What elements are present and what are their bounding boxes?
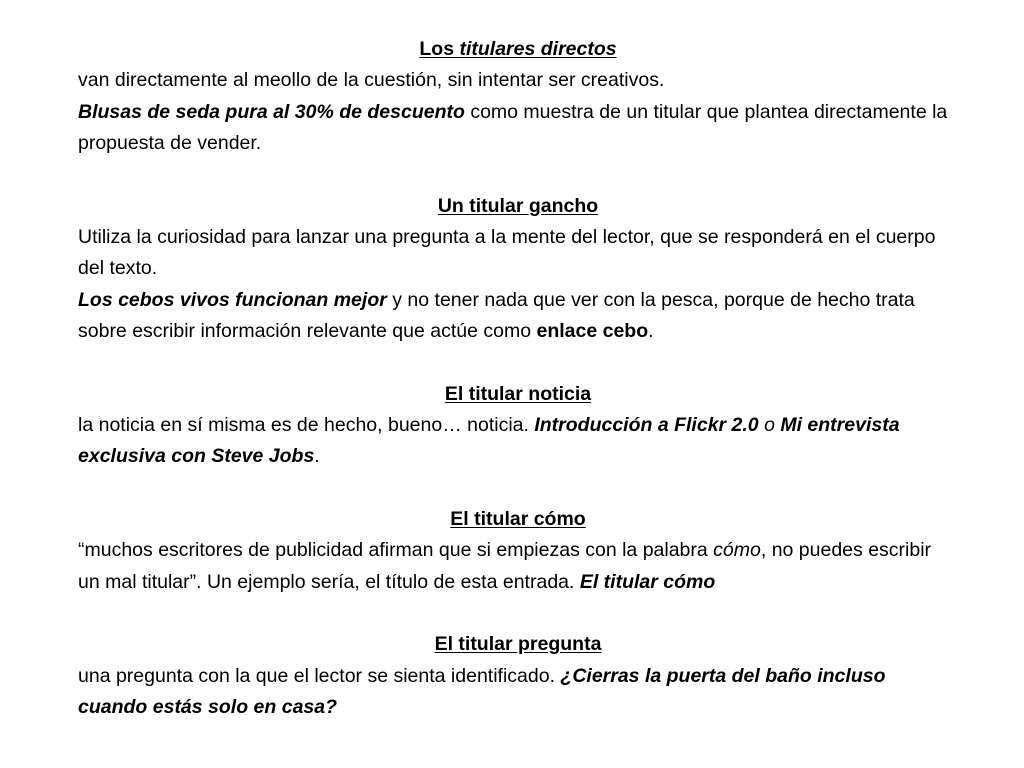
paragraph-text: . <box>314 445 320 468</box>
example-headline: Mi entrevista exclusiva con Steve Jobs <box>78 414 900 468</box>
section-paragraph <box>78 65 958 96</box>
paragraph-text: como muestra de un titular que plantea directamente la propuesta de vender. <box>78 100 948 155</box>
section-titulares-directos <box>78 34 958 160</box>
heading-text: Los <box>419 38 460 60</box>
section-heading: Un titular gancho <box>437 194 599 217</box>
example-headline: Introducción a Flickr 2.0 <box>534 414 759 437</box>
italic-text: cómo <box>713 539 761 562</box>
section-titular-gancho <box>78 191 958 348</box>
section-paragraph <box>78 661 958 724</box>
paragraph-text: , no puedes escribir un mal titular”. Un ejemplo sería, el título de esta entrada. <box>78 539 932 593</box>
section-titular-noticia <box>78 379 958 473</box>
heading-text-italic: titulares directos <box>459 38 617 60</box>
paragraph-text: van directamente al meollo de la cuestión, sin intentar ser creativos. <box>78 69 665 92</box>
paragraph-text: “muchos escritores de publicidad afirman que si empiezas con la palabra <box>78 539 714 562</box>
section-titular-pregunta <box>78 629 958 723</box>
example-headline: ¿Cierras la puerta del baño incluso cuando estás solo en casa? <box>78 664 886 718</box>
section-heading: El titular noticia <box>444 382 592 405</box>
section-example <box>78 97 958 160</box>
example-headline: El titular cómo <box>579 570 716 593</box>
paragraph-text: y no tener nada que ver con la pesca, porque de hecho trata sobre escribir información relevante que actúe como <box>78 288 915 343</box>
bold-term: enlace cebo <box>536 320 649 343</box>
example-headline: Blusas de seda pura al 30% de descuento <box>78 100 465 123</box>
paragraph-text: una pregunta con la que el lector se sienta identificado. <box>78 664 561 687</box>
example-headline: Los cebos vivos funcionan mejor <box>78 288 387 311</box>
italic-text: o <box>758 414 781 437</box>
section-paragraph <box>78 410 958 473</box>
section-titular-como <box>78 504 958 598</box>
section-example <box>78 285 958 348</box>
paragraph-text: . <box>648 320 654 343</box>
slide-body <box>78 34 958 723</box>
section-paragraph <box>78 222 958 285</box>
section-heading <box>78 34 958 65</box>
paragraph-text: la noticia en sí misma es de hecho, bueno… noticia. <box>78 414 535 437</box>
paragraph-text: Utiliza la curiosidad para lanzar una pregunta a la mente del lector, que se responderá en el cuerpo del texto. <box>78 226 936 280</box>
section-paragraph <box>78 535 958 598</box>
section-heading: El titular cómo <box>450 507 586 530</box>
section-heading: El titular pregunta <box>434 633 602 656</box>
